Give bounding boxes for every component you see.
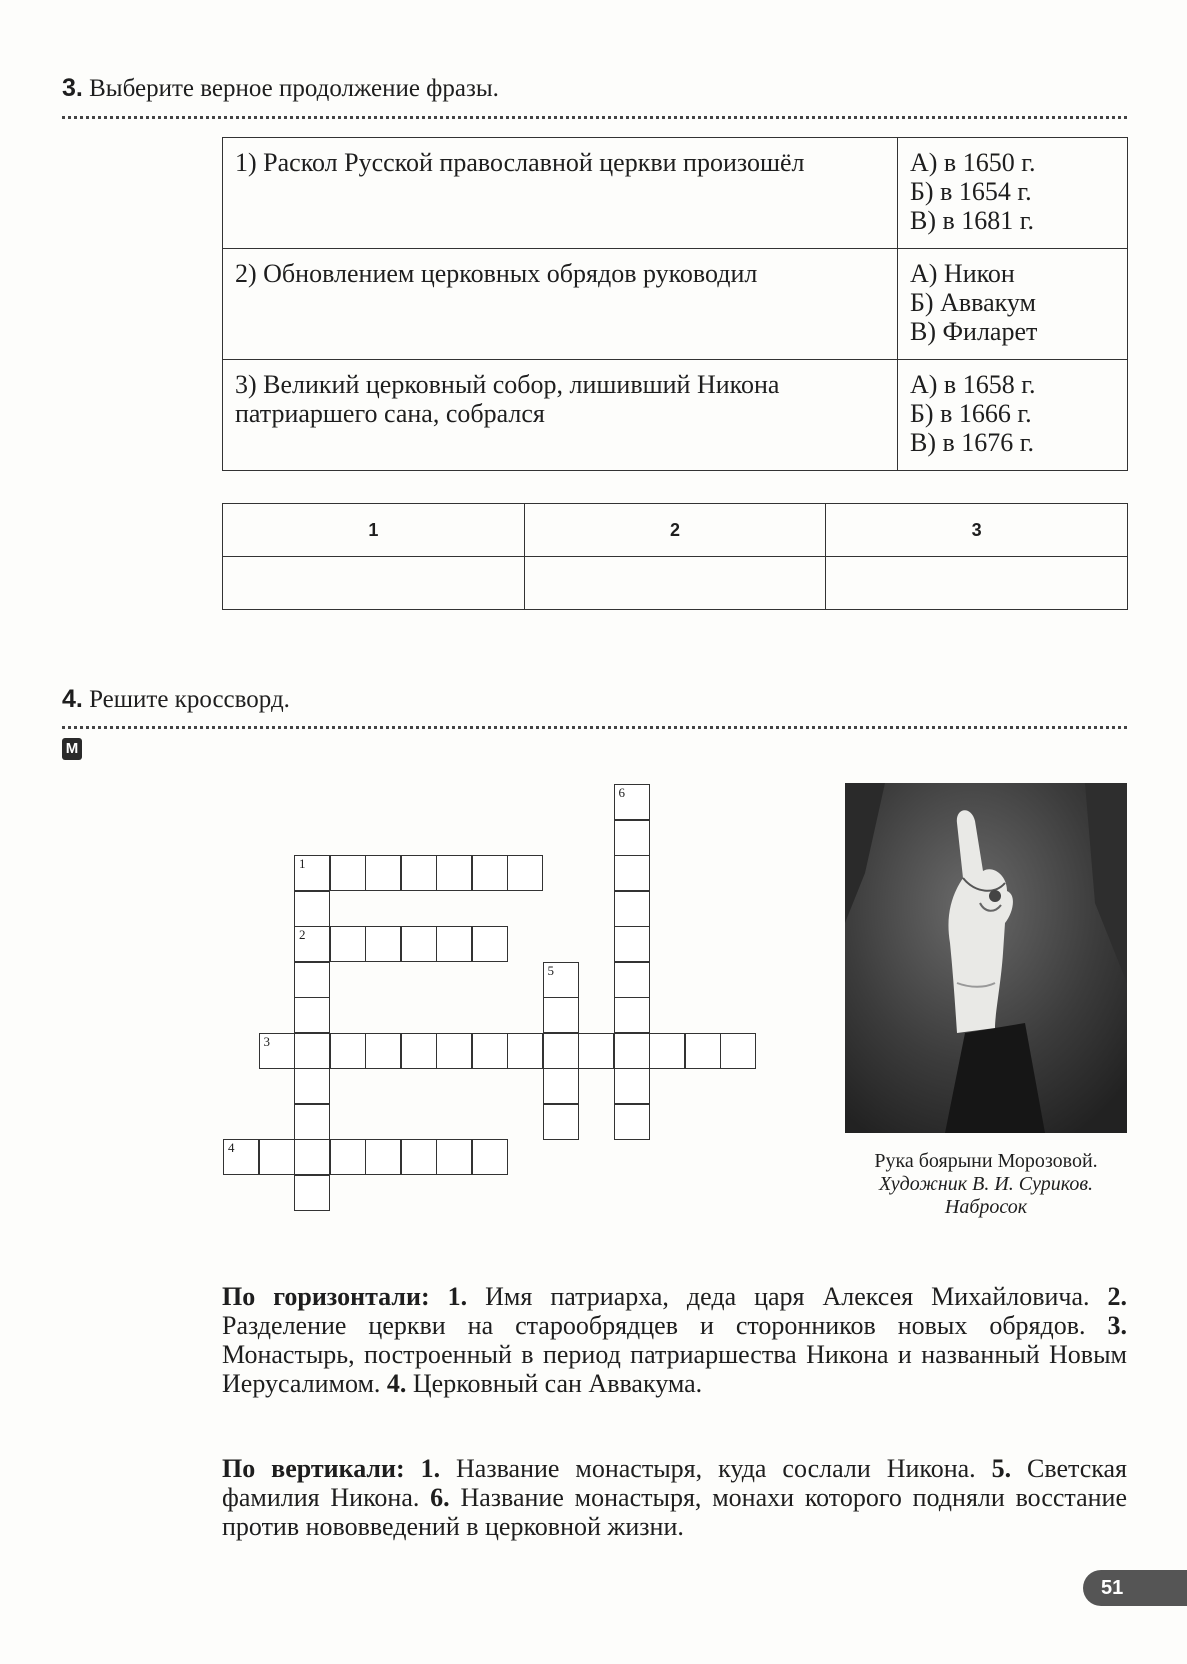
crossword-cell[interactable] xyxy=(365,926,401,962)
hand-sketch-icon xyxy=(845,783,1127,1133)
task3-question-table xyxy=(222,137,1128,471)
crossword-cell[interactable] xyxy=(543,962,579,998)
table-row xyxy=(223,249,1128,360)
crossword-cell[interactable] xyxy=(614,891,650,927)
options-cell xyxy=(898,360,1128,471)
crossword-cell[interactable] xyxy=(614,1033,650,1069)
crossword-cell[interactable] xyxy=(507,1033,543,1069)
crossword-cell[interactable] xyxy=(578,1033,614,1069)
options-cell xyxy=(898,138,1128,249)
crossword-cell[interactable] xyxy=(472,1033,508,1069)
painting-sketch-image xyxy=(845,783,1127,1133)
answer-input-row xyxy=(223,557,1128,610)
table-row xyxy=(223,138,1128,249)
crossword-cell[interactable] xyxy=(614,962,650,998)
page-number: 51 xyxy=(1083,1570,1187,1606)
crossword-cell[interactable] xyxy=(436,1033,472,1069)
dotted-divider xyxy=(62,726,1127,729)
crossword-cell[interactable] xyxy=(543,1068,579,1104)
crossword-cell[interactable] xyxy=(294,855,330,891)
dotted-divider xyxy=(62,116,1127,119)
crossword-cell[interactable] xyxy=(614,997,650,1033)
crossword-cell[interactable] xyxy=(259,1139,295,1175)
crossword-cell[interactable] xyxy=(436,855,472,891)
crossword-cell[interactable] xyxy=(330,1033,366,1069)
crossword-cell[interactable] xyxy=(294,1104,330,1140)
crossword-cell[interactable] xyxy=(365,855,401,891)
question-cell: 3) Великий церковный собор, лишивший Никона патриаршего сана, собрался xyxy=(223,360,898,471)
crossword-cell[interactable] xyxy=(365,1139,401,1175)
crossword-cell[interactable] xyxy=(294,1139,330,1175)
crossword-cell[interactable] xyxy=(543,997,579,1033)
crossword-clue-number: 5 xyxy=(547,962,554,978)
crossword-cell[interactable] xyxy=(294,891,330,927)
crossword-cell[interactable] xyxy=(685,1033,721,1069)
option: Б) в 1654 г. xyxy=(910,177,1032,206)
crossword-cell[interactable] xyxy=(294,997,330,1033)
crossword-cell[interactable] xyxy=(365,1033,401,1069)
options-cell xyxy=(898,249,1128,360)
crossword-cell[interactable] xyxy=(223,1139,259,1175)
crossword-cell[interactable] xyxy=(294,1175,330,1211)
task4-title: 4. Решите кроссворд. xyxy=(62,685,290,713)
vertical-clues: По вертикали: 1. Название монастыря, куда сослали Никона. 5. Светская фамилия Никона. 6. Название монастыря, монахи которого подняли восстание против нововведений в церковной жизни. xyxy=(222,1454,1127,1541)
crossword-cell[interactable] xyxy=(294,1068,330,1104)
crossword-clue-number: 3 xyxy=(263,1033,270,1049)
crossword-cell[interactable] xyxy=(472,855,508,891)
crossword-cell[interactable] xyxy=(472,1139,508,1175)
crossword-clue-number: 4 xyxy=(228,1140,235,1155)
option: В) в 1676 г. xyxy=(910,428,1035,457)
answer-header-1: 1 xyxy=(223,504,525,557)
crossword-cell[interactable] xyxy=(614,855,650,891)
crossword-cell[interactable] xyxy=(294,926,330,962)
crossword-cell[interactable] xyxy=(330,1139,366,1175)
option: А) в 1658 г. xyxy=(910,370,1036,399)
crossword-cell[interactable] xyxy=(614,1104,650,1140)
crossword-cell[interactable] xyxy=(543,1104,579,1140)
crossword-cell[interactable] xyxy=(436,1139,472,1175)
crossword-cell[interactable] xyxy=(401,926,437,962)
horizontal-clues: По горизонтали: 1. Имя патриарха, деда царя Алексея Михайловича. 2. Разделение церкви на старообрядцев и сторонников новых обрядов. 3. Монастырь, построенный в период патриаршества Никона и названный Новым Иерусалимом. 4. Церковный сан Аввакума. xyxy=(222,1282,1128,1398)
answer-header-2: 2 xyxy=(524,504,826,557)
crossword-cell[interactable] xyxy=(614,784,650,820)
crossword-cell[interactable] xyxy=(543,1033,579,1069)
crossword-clue-number: 2 xyxy=(299,927,306,942)
answer-cell-3[interactable] xyxy=(826,557,1128,610)
answer-header-row xyxy=(223,504,1128,557)
multimedia-icon: M xyxy=(62,738,82,760)
answer-header-3: 3 xyxy=(826,504,1128,557)
image-caption: Рука боярыни Морозовой. Художник В. И. Суриков. Набросок xyxy=(874,1150,1098,1218)
question-cell: 1) Раскол Русской православной церкви произошёл xyxy=(223,138,898,249)
option: В) Филарет xyxy=(910,317,1038,346)
crossword-cell[interactable] xyxy=(720,1033,756,1069)
crossword-cell[interactable] xyxy=(259,1033,295,1069)
option: А) в 1650 г. xyxy=(910,148,1036,177)
task3-title: 3. Выберите верное продолжение фразы. xyxy=(62,74,499,102)
table-row xyxy=(223,360,1128,471)
crossword-cell[interactable] xyxy=(294,962,330,998)
crossword-cell[interactable] xyxy=(614,926,650,962)
option: А) Никон xyxy=(910,259,1015,288)
crossword-cell[interactable] xyxy=(649,1033,685,1069)
crossword-cell[interactable] xyxy=(507,855,543,891)
crossword-cell[interactable] xyxy=(401,1033,437,1069)
crossword-clue-number: 6 xyxy=(618,785,625,800)
crossword-cell[interactable] xyxy=(401,855,437,891)
crossword-cell[interactable] xyxy=(330,855,366,891)
answer-table xyxy=(222,503,1128,610)
question-cell: 2) Обновлением церковных обрядов руководил xyxy=(223,249,898,360)
crossword-clue-number: 1 xyxy=(299,856,306,871)
option: Б) Аввакум xyxy=(910,288,1036,317)
answer-cell-2[interactable] xyxy=(524,557,826,610)
crossword-cell[interactable] xyxy=(472,926,508,962)
answer-cell-1[interactable] xyxy=(223,557,525,610)
option: Б) в 1666 г. xyxy=(910,399,1032,428)
crossword-cell[interactable] xyxy=(614,820,650,856)
option: В) в 1681 г. xyxy=(910,206,1035,235)
crossword-cell[interactable] xyxy=(330,926,366,962)
crossword-cell[interactable] xyxy=(614,1068,650,1104)
crossword-cell[interactable] xyxy=(436,926,472,962)
crossword-cell[interactable] xyxy=(401,1139,437,1175)
crossword-cell[interactable] xyxy=(294,1033,330,1069)
